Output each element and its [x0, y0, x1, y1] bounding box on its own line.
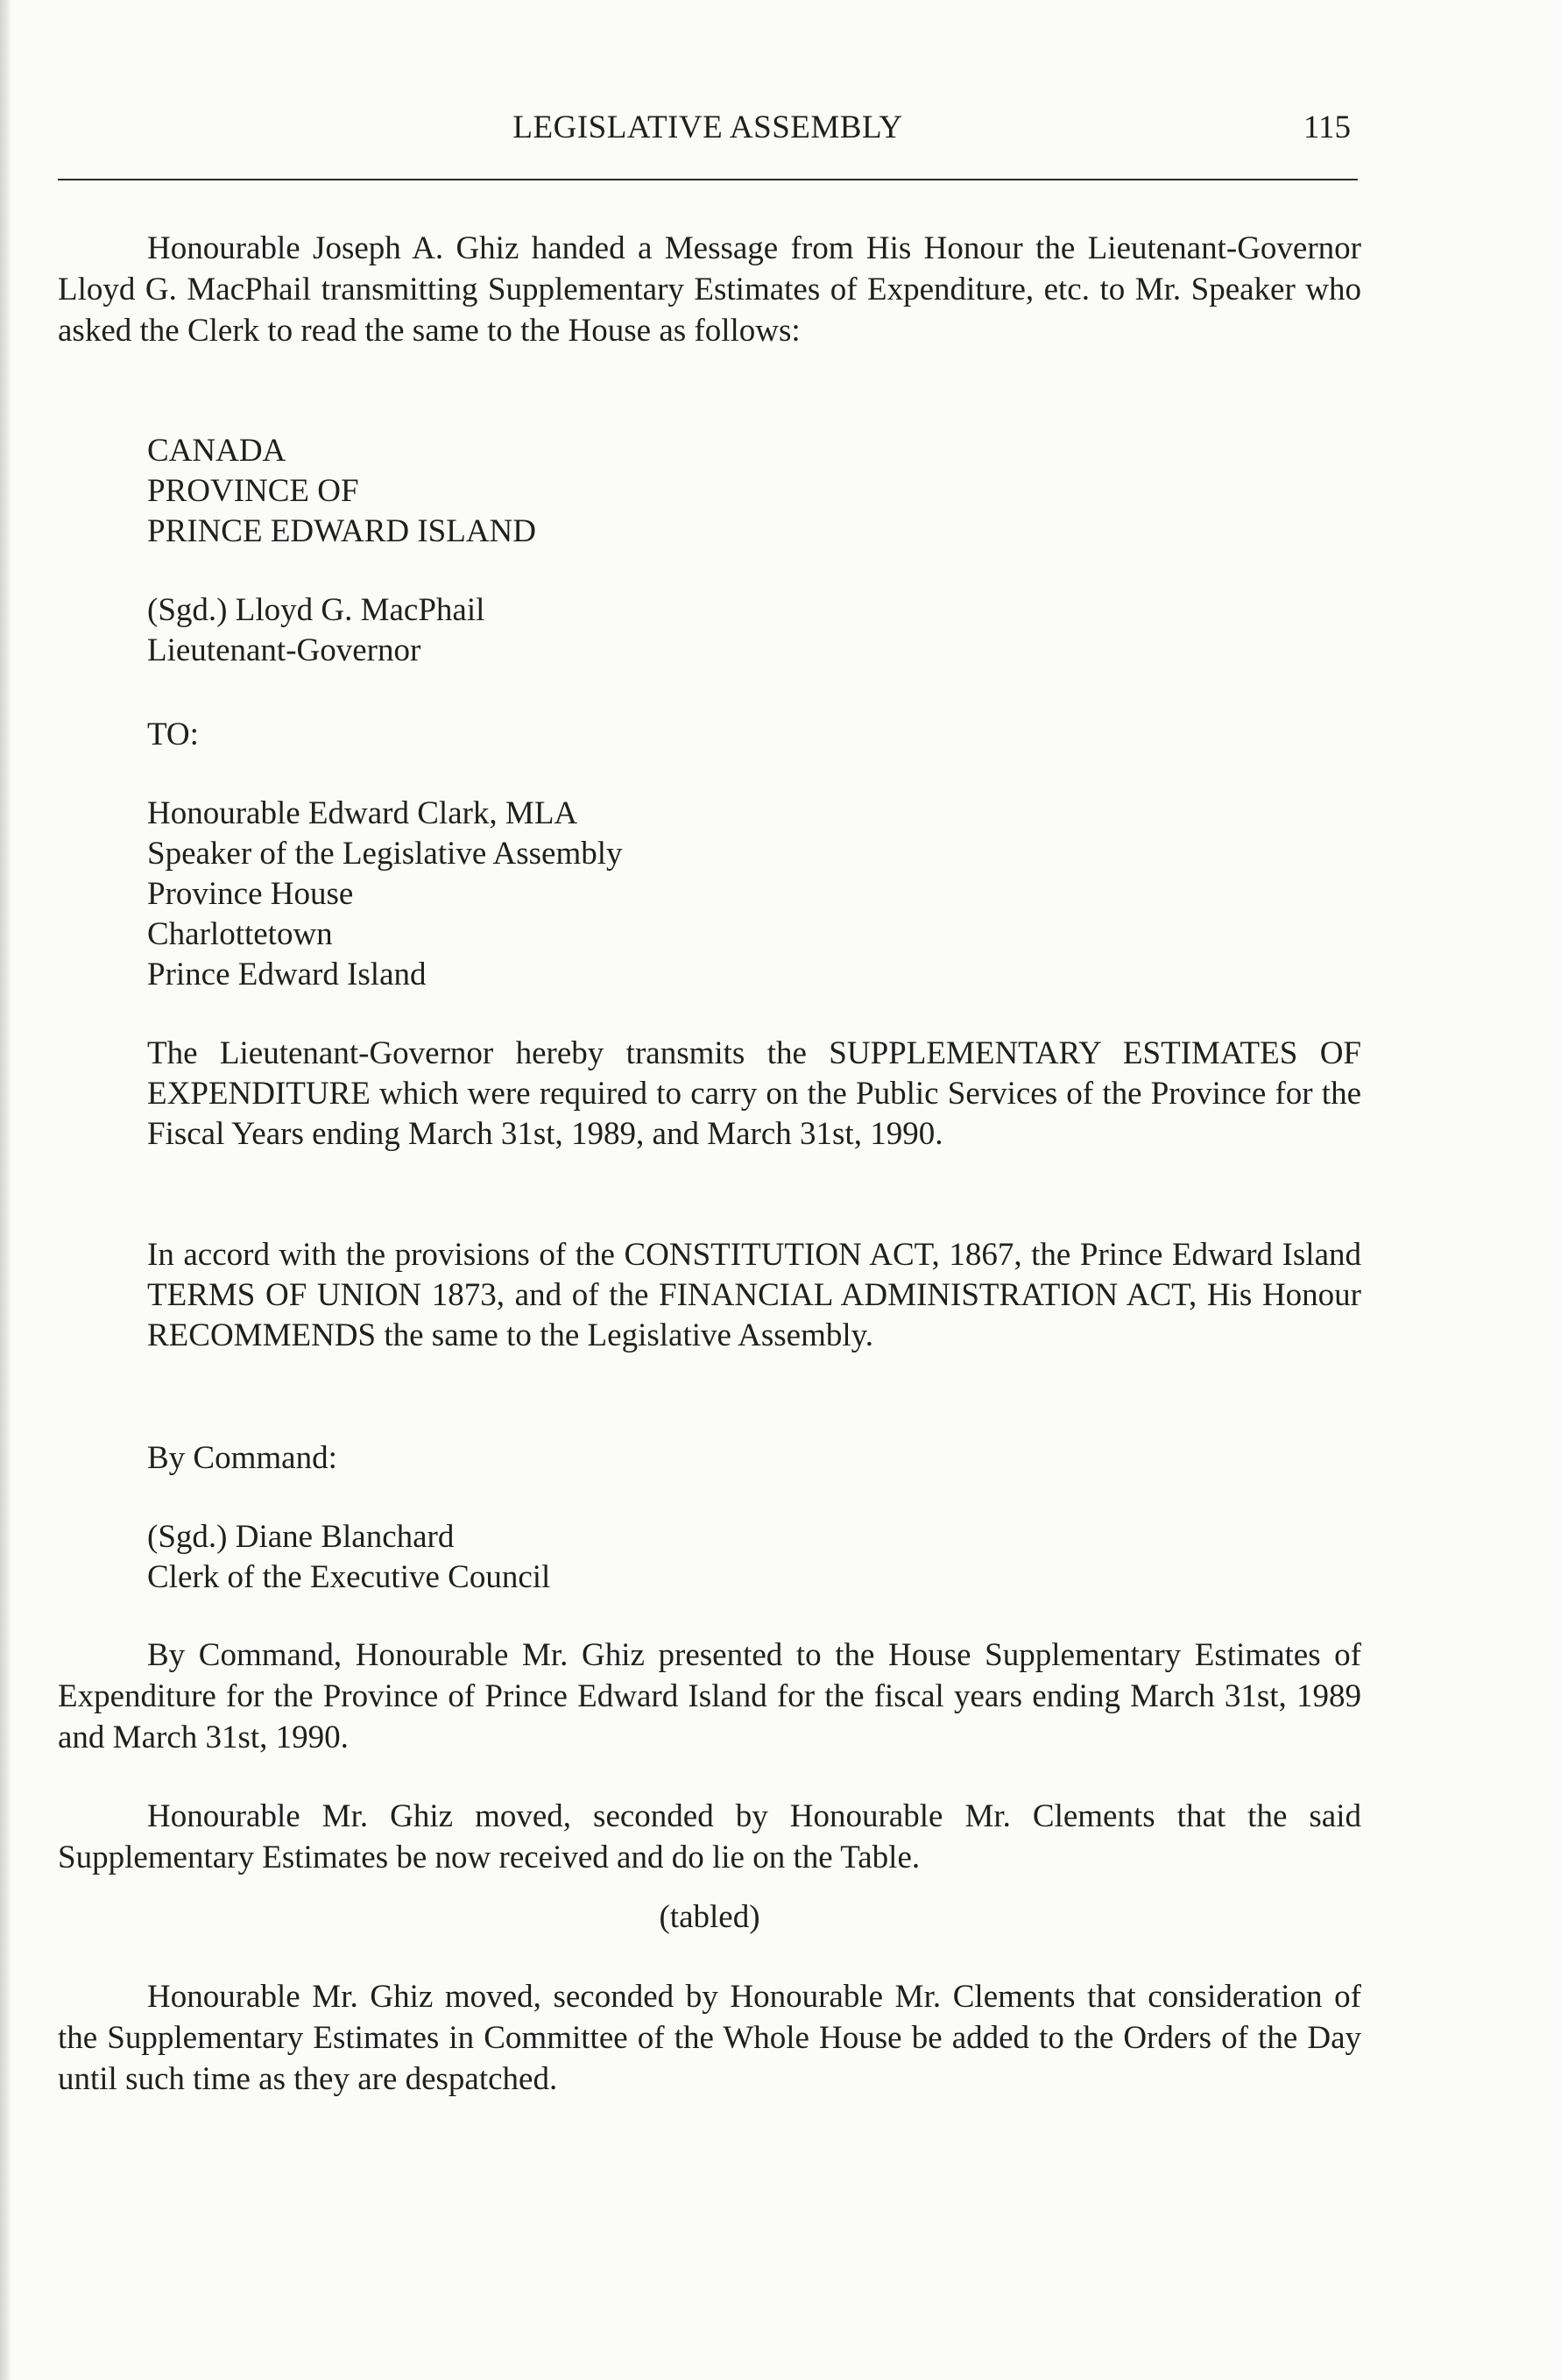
message-body-recommendation: In accord with the provisions of the CONSTITUTION ACT, 1867, the Prince Edward Island TERMS OF UNION 1873, and of the FINANCIAL ADMINISTRATION ACT, His Honour RECOMMENDS the same to the Legislative Assembly. — [147, 1237, 1361, 1353]
jurisdiction-line: CANADA — [147, 433, 286, 469]
to-label: TO: — [147, 717, 199, 752]
motion-committee-paragraph: Honourable Mr. Ghiz moved, seconded by Honourable Mr. Clements that consideration of the Supplementary Estimates in Committee of the Whole House be added to the Orders of the Day until such time as they are despatched. — [58, 1979, 1361, 2097]
page-number: 115 — [1303, 109, 1351, 145]
signature-title: Clerk of the Executive Council — [147, 1559, 551, 1595]
jurisdiction-line: PRINCE EDWARD ISLAND — [147, 513, 536, 549]
jurisdiction-block — [147, 431, 1361, 552]
intro-paragraph: Honourable Joseph A. Ghiz handed a Message from His Honour the Lieutenant-Governor Lloyd G. MacPhail transmitting Supplementary Estimates of Expenditure, etc. to Mr. Speaker who asked the Clerk to read the same to the House as follows: — [58, 230, 1361, 349]
tabled-note: (tabled) — [659, 1899, 760, 1935]
addressee-line: Province House — [147, 876, 354, 912]
presentation-paragraph: By Command, Honourable Mr. Ghiz presented to the House Supplementary Estimates of Expenditure for the Province of Prince Edward Island for the fiscal years ending March 31st, 1989 and March 31st, 1990. — [58, 1637, 1361, 1755]
message-body-transmittal: The Lieutenant-Governor hereby transmits the SUPPLEMENTARY ESTIMATES OF EXPENDITURE which were required to carry on the Public Services of the Province for the Fiscal Years ending March 31st, 1989, and March 31st, 1990. — [147, 1035, 1361, 1152]
clerk-signature — [147, 1517, 1361, 1598]
page-binding-shadow — [0, 0, 11, 2380]
running-header — [58, 109, 1358, 149]
header-title: LEGISLATIVE ASSEMBLY — [512, 109, 903, 145]
addressee-line: Honourable Edward Clark, MLA — [147, 795, 578, 831]
signature-title: Lieutenant-Governor — [147, 632, 421, 668]
signature-line: (Sgd.) Diane Blanchard — [147, 1519, 455, 1555]
addressee-block — [147, 794, 1361, 995]
header-rule — [58, 179, 1358, 180]
addressee-line: Prince Edward Island — [147, 957, 427, 992]
jurisdiction-line: PROVINCE OF — [147, 473, 359, 509]
addressee-line: Speaker of the Legislative Assembly — [147, 836, 623, 872]
addressee-line: Charlottetown — [147, 916, 333, 952]
signature-line: (Sgd.) Lloyd G. MacPhail — [147, 592, 485, 628]
lieutenant-governor-signature — [147, 590, 1361, 671]
motion-table-paragraph: Honourable Mr. Ghiz moved, seconded by Honourable Mr. Clements that the said Supplementary Estimates be now received and do lie on the Table. — [58, 1798, 1361, 1875]
by-command-label: By Command: — [147, 1440, 337, 1476]
